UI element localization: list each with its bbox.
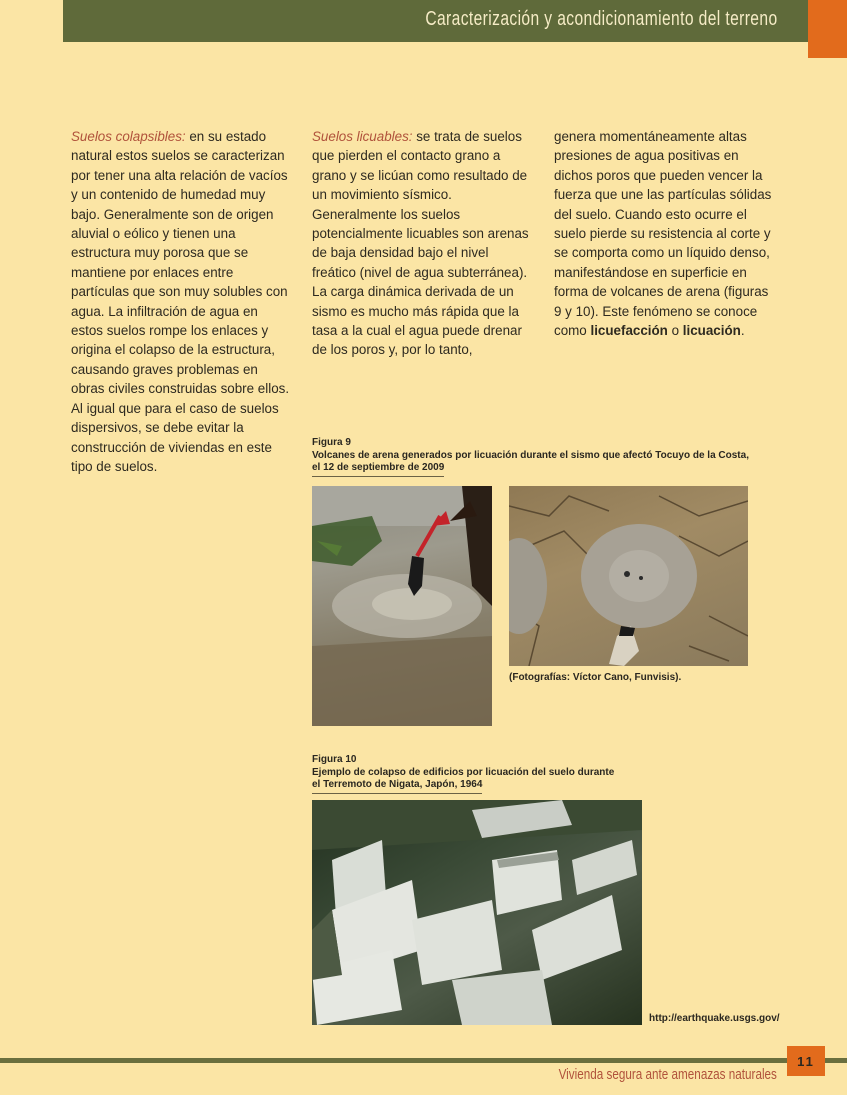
figure-9-caption-line1: Volcanes de arena generados por licuación durante el sismo que afectó Tocuyo de la Costa, bbox=[312, 449, 749, 461]
paragraph-continuation bbox=[554, 127, 779, 340]
text-end: . bbox=[740, 323, 745, 339]
sand-volcano-photo-1 bbox=[312, 486, 492, 726]
page-number: 11 bbox=[787, 1046, 825, 1076]
text-continuation: genera momentáneamente altas presiones de agua positivas en dichos poros que pueden vencer la fuerza que une las partículas sólidas del suelo. Cuando esto ocurre el suelo pierde su resistencia al corte y se comporta como un líquido denso, manifestándose en superficie en forma de volcanes de arena (figuras 9 y 10). Este fenómeno se conoce como bbox=[554, 129, 772, 339]
header-title: Caracterización y acondicionamiento del terreno bbox=[425, 8, 778, 30]
paragraph-suelos-colapsibles bbox=[71, 127, 291, 476]
term-suelos-colapsibles: Suelos colapsibles: bbox=[71, 129, 186, 144]
term-licuefaccion: licuefacción bbox=[590, 323, 668, 339]
column-1 bbox=[71, 127, 291, 476]
footer-line bbox=[0, 1058, 847, 1063]
figure-9-credit: (Fotografías: Víctor Cano, Funvisis). bbox=[509, 672, 682, 683]
building-collapse-photo bbox=[312, 800, 642, 1025]
column-2 bbox=[312, 127, 532, 360]
text-suelos-colapsibles: en su estado natural estos suelos se caracterizan por tener una alta relación de vacíos y un contenido de humedad muy bajo. Generalmente son de origen aluvial o eólico y tienen una estructura muy porosa que se mantiene por enlaces entre partículas que son muy solubles con agua. La infiltración de agua en estos suelos rompe los enlaces y origina el colapso de la estructura, causando graves problemas en obras civiles construidas sobre ellos. Al igual que para el caso de suelos dispersivos, se debe evitar la construcción de viviendas en este tipo de suelos. bbox=[71, 129, 290, 474]
column-3 bbox=[554, 127, 779, 340]
term-suelos-licuables: Suelos licuables: bbox=[312, 129, 413, 144]
figure-10-caption-line1: Ejemplo de colapso de edificios por licuación del suelo durante bbox=[312, 766, 615, 778]
figure-9-caption bbox=[312, 437, 772, 477]
text-suelos-licuables: se trata de suelos que pierden el contacto grano a grano y se licúan como resultado de un movimiento sísmico. Generalmente los suelos potencialmente licuables son arenas de baja densidad bajo el nivel freático (nivel de agua subterránea). La carga dinámica derivada de un sismo es mucho más rápida que la tasa a la cual el agua puede drenar de los poros y, por lo tanto, bbox=[312, 129, 529, 358]
figure-9-label: Figura 9 bbox=[312, 437, 351, 448]
paragraph-suelos-licuables bbox=[312, 127, 532, 360]
header-accent-tab bbox=[808, 0, 847, 58]
sand-volcano-photo-2 bbox=[509, 486, 748, 666]
footer-title: Vivienda segura ante amenazas naturales bbox=[558, 1066, 777, 1083]
figure-10-caption bbox=[312, 754, 772, 794]
text-connector: o bbox=[667, 323, 683, 339]
figure-10-credit: http://earthquake.usgs.gov/ bbox=[649, 1013, 780, 1024]
figure-10-label: Figura 10 bbox=[312, 754, 357, 765]
figure-9-caption-line2: el 12 de septiembre de 2009 bbox=[312, 462, 444, 477]
figure-10-caption-line2: el Terremoto de Nigata, Japón, 1964 bbox=[312, 779, 482, 794]
term-licuacion: licuación bbox=[682, 323, 741, 339]
header-bar bbox=[63, 0, 830, 42]
